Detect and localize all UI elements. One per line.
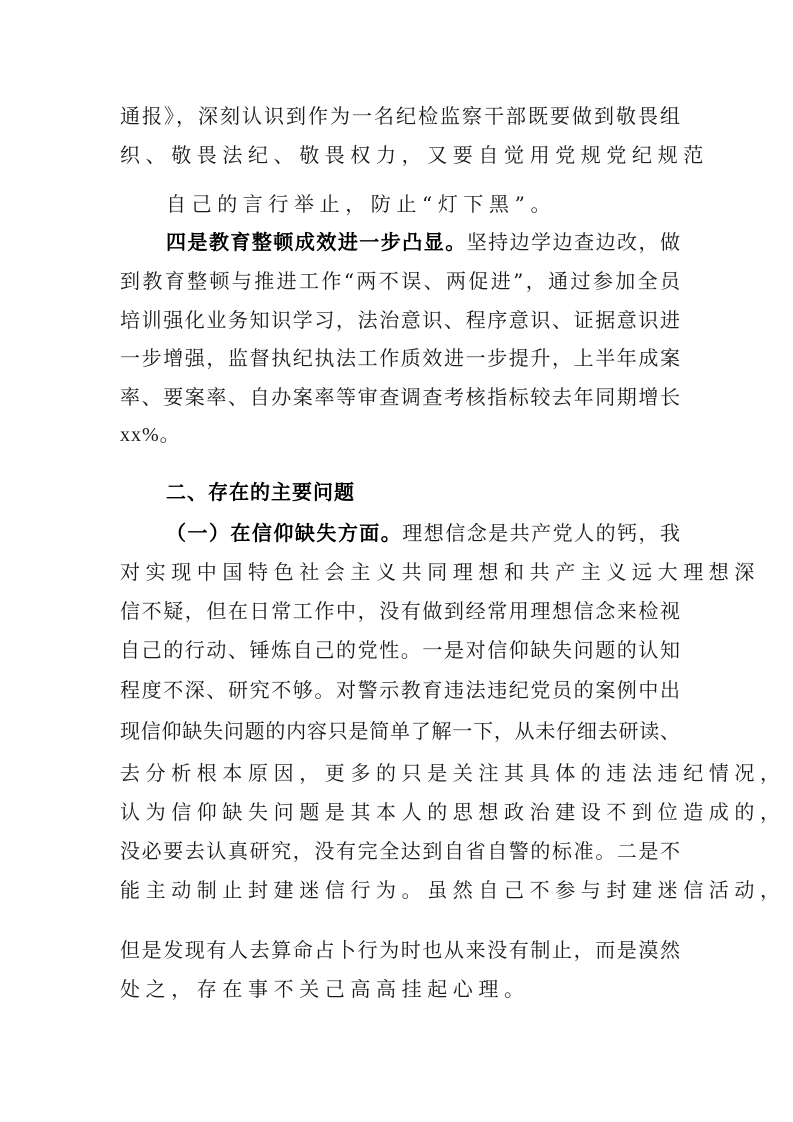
body-line: 织、敬畏法纪、敬畏权力，又要自觉用党规党纪规范 bbox=[120, 143, 709, 167]
body-line: 率、要案率、自办案率等审查调查考核指标较去年同期增长 bbox=[120, 385, 680, 409]
paragraph-lead-line bbox=[120, 227, 680, 257]
body-text: 坚持边学边查边改，做 bbox=[466, 230, 681, 254]
body-line: 到教育整顿与推进工作“两不误、两促进”，通过参加全员 bbox=[120, 269, 680, 293]
body-line: 一步增强，监督执纪执法工作质效进一步提升，上半年成案 bbox=[120, 346, 680, 370]
body-line: 程度不深、研究不够。对警示教育违法违纪党员的案例中出 bbox=[120, 678, 680, 702]
body-text: 理想信念是共产党人的钙，我 bbox=[402, 521, 681, 545]
body-line: 对实现中国特色社会主义共同理想和共产主义远大理想深 bbox=[120, 560, 760, 584]
body-line: 但是发现有人去算命占卜行为时也从来没有制止，而是漠然 bbox=[120, 938, 680, 962]
body-line: 信不疑，但在日常工作中，没有做到经常用理想信念来检视 bbox=[120, 599, 680, 623]
paragraph-lead-line bbox=[120, 518, 680, 548]
body-line: 能主动制止封建迷信行为。虽然自己不参与封建迷信活动， bbox=[120, 878, 786, 902]
body-line: 自己的行动、锤炼自己的党性。一是对信仰缺失问题的认知 bbox=[120, 638, 680, 662]
body-line: 通报》，深刻认识到作为一名纪检监察干部既要做到敬畏组 bbox=[120, 104, 680, 128]
body-line: 自己的言行举止，防止“灯下黑”。 bbox=[166, 192, 557, 216]
bold-lead-text: 四是教育整顿成效进一步凸显。 bbox=[166, 230, 467, 254]
section-heading: 二、存在的主要问题 bbox=[166, 480, 355, 504]
body-line: 没必要去认真研究，没有完全达到自省自警的标准。二是不 bbox=[120, 839, 680, 863]
body-line: xx%。 bbox=[120, 424, 181, 446]
body-line: 培训强化业务知识学习，法治意识、程序意识、证据意识进 bbox=[120, 308, 680, 332]
body-line: 处之，存在事不关己高高挂起心理。 bbox=[120, 977, 530, 1001]
body-line: 去分析根本原因，更多的只是关注其具体的违法违纪情况， bbox=[120, 761, 786, 785]
bold-lead-text: （一）在信仰缺失方面。 bbox=[166, 521, 403, 545]
body-line: 认为信仰缺失问题是其本人的思想政治建设不到位造成的， bbox=[120, 800, 786, 824]
body-line: 现信仰缺失问题的内容只是简单了解一下，从未仔细去研读、 bbox=[120, 719, 680, 743]
